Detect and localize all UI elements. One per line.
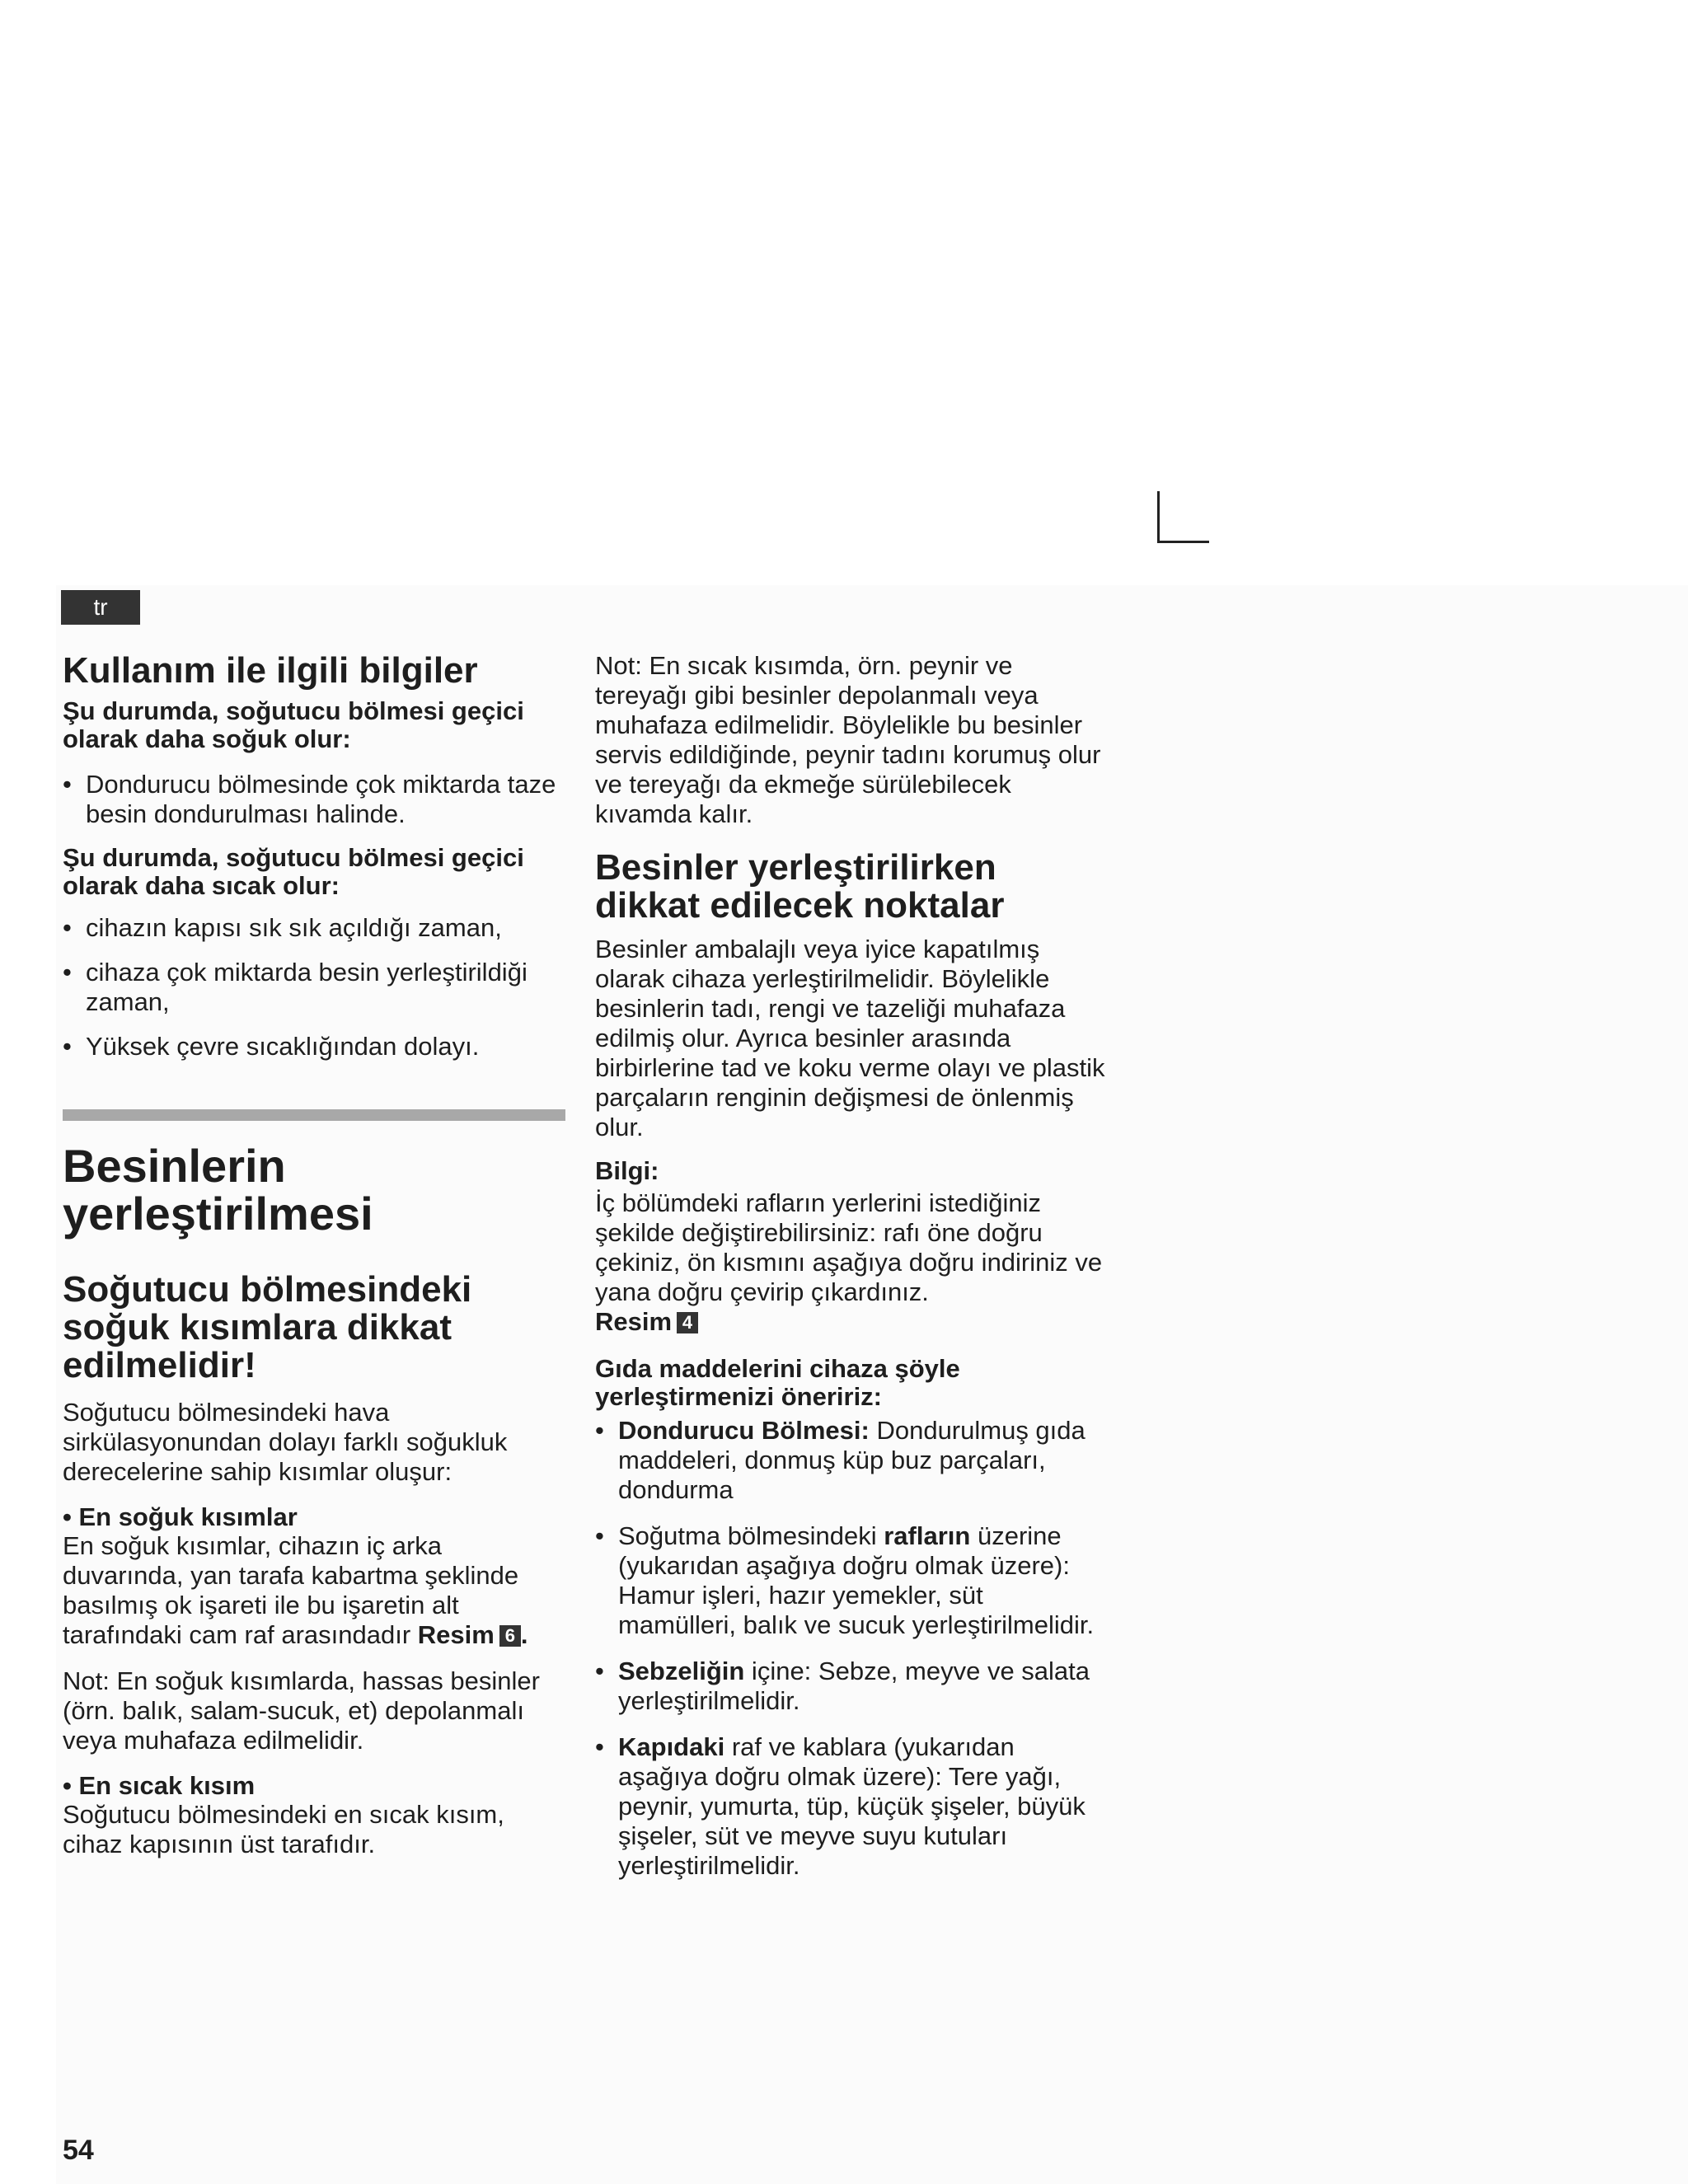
list-item: • Soğutma bölmesindeki rafların üzerine (yukarıdan aşağıya doğru olmak üzere): Hamur işleri, hazır yemekler, süt mamülleri, balık ve sucuk yerleştirilmelidir. bbox=[595, 1521, 1106, 1640]
recommend-intro: Gıda maddelerini cihaza şöyle yerleştirmenizi öneririz: bbox=[595, 1354, 960, 1411]
coldest-text: En soğuk kısımlar, cihazın iç arka duvarında, yan tarafa kabartma şeklinde basılmış ok işareti ile bu işaretin alt tarafındaki cam raf arasındadır Resim 6 . bbox=[63, 1531, 528, 1649]
warmer-list bbox=[63, 913, 565, 1062]
list-item: • Kapıdaki raf ve kablara (yukarıdan aşağıya doğru olmak üzere): Tere yağı, peynir, yumurta, tüp, küçük şişeler, büyük şişeler, süt ve meyve suyu kutuları yerleştirilmelidir. bbox=[595, 1732, 1106, 1881]
colder-list bbox=[63, 770, 565, 829]
info-figure-line bbox=[595, 1307, 1106, 1337]
language-tag: tr bbox=[61, 590, 140, 625]
figure-6-badge: 6 bbox=[499, 1625, 521, 1647]
zones-intro: Soğutucu bölmesindeki hava sirkülasyonundan dolayı farklı soğukluk derecelerine sahip kısımlar oluşur: bbox=[63, 1398, 508, 1486]
list-item: • Yüksek çevre sıcaklığından dolayı. bbox=[63, 1032, 565, 1062]
warmest-label: En sıcak kısım bbox=[78, 1771, 256, 1800]
warmest-heading: • En sıcak kısım bbox=[63, 1771, 256, 1800]
usage-title: Kullanım ile ilgili bilgiler bbox=[63, 650, 478, 691]
list-item: • Sebzeliğin içine: Sebze, meyve ve salata yerleştirilmelidir. bbox=[595, 1657, 1106, 1716]
crop-mark bbox=[1157, 491, 1209, 543]
figure-ref: Resim bbox=[417, 1620, 495, 1649]
chapter-title: Besinlerin yerleştirilmesi bbox=[63, 1140, 373, 1240]
coldest-note: Not: En soğuk kısımlarda, hassas besinler (örn. balık, salam-sucuk, et) depolanmalı veya muhafaza edilmelidir. bbox=[63, 1666, 540, 1755]
right-column bbox=[595, 651, 1106, 1881]
info-label: Bilgi: bbox=[595, 1156, 659, 1185]
zones-title: Soğutucu bölmesindeki soğuk kısımlara dikkat edilmelidir! bbox=[63, 1269, 472, 1385]
warm-note: Not: En sıcak kısımda, örn. peynir ve tereyağı gibi besinler depolanmalı veya muhafaza edilmelidir. Böylelikle bu besinler servis edildiğinde, peynir tadını korumuş olur ve tereyağı da ekmeğe sürülebilecek kıvamda kalır. bbox=[595, 651, 1101, 828]
page-number: 54 bbox=[63, 2135, 94, 2166]
list-item: • cihaza çok miktarda besin yerleştirildiği zaman, bbox=[63, 958, 565, 1017]
list-item: • cihazın kapısı sık sık açıldığı zaman, bbox=[63, 913, 565, 943]
list-item: • Dondurucu bölmesinde çok miktarda taze besin dondurulması halinde. bbox=[63, 770, 565, 829]
warmer-intro: Şu durumda, soğutucu bölmesi geçici olarak daha sıcak olur: bbox=[63, 843, 524, 900]
coldest-heading: • En soğuk kısımlar bbox=[63, 1502, 298, 1531]
list-item: • Dondurucu Bölmesi: Dondurulmuş gıda maddeleri, donmuş küp buz parçaları, dondurma bbox=[595, 1416, 1106, 1505]
placing-title: Besinler yerleştirilirken dikkat edilecek noktalar bbox=[595, 847, 1005, 926]
figure-ref: Resim bbox=[595, 1307, 673, 1336]
left-column bbox=[63, 651, 565, 1859]
colder-intro: Şu durumda, soğutucu bölmesi geçici olarak daha soğuk olur: bbox=[63, 696, 524, 753]
figure-4-badge: 4 bbox=[677, 1312, 698, 1333]
recommend-list bbox=[595, 1416, 1106, 1881]
section-rule bbox=[63, 1109, 565, 1121]
placing-text: Besinler ambalajlı veya iyice kapatılmış olarak cihaza yerleştirilmelidir. Böylelikle besinlerin tadı, rengi ve tazeliği muhafaza edilmiş olur. Ayrıca besinler arasında birbirlerine tad ve koku verme olayı ve plastik parçaların renginin değişmesi de önlenmiş olur. bbox=[595, 935, 1105, 1141]
coldest-label: En soğuk kısımlar bbox=[78, 1502, 298, 1531]
info-text: İç bölümdeki rafların yerlerini istediğiniz şekilde değiştirebilirsiniz: rafı öne doğru çekiniz, ön kısmını aşağıya doğru indiriniz ve yana doğru çevirip çıkardınız. bbox=[595, 1188, 1103, 1306]
warmest-text: Soğutucu bölmesindeki en sıcak kısım, cihaz kapısının üst tarafıdır. bbox=[63, 1800, 504, 1858]
